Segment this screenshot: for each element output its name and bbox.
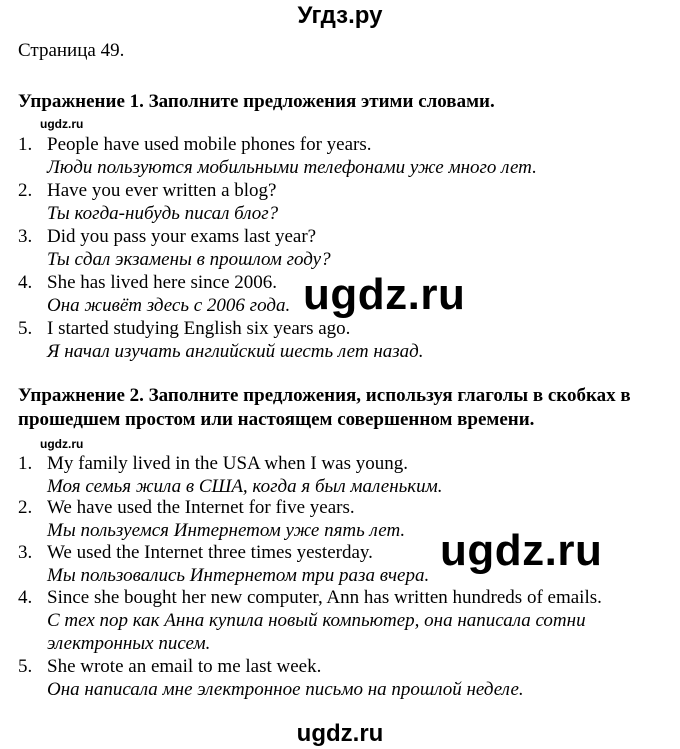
watermark-large-2: ugdz.ru [440, 526, 603, 575]
item-number: 2. [18, 497, 33, 518]
english-sentence: I started studying English six years ago. [47, 318, 351, 339]
exercise2-heading-line2: прошедшем простом или настоящем совершенном времени. [18, 409, 535, 430]
russian-translation: Ты сдал экзамены в прошлом году? [47, 249, 331, 270]
russian-translation: Ты когда-нибудь писал блог? [47, 203, 279, 224]
item-number: 3. [18, 226, 33, 247]
item-number: 4. [18, 587, 33, 608]
item-number: 1. [18, 453, 33, 474]
site-title: Угдз.ру [297, 2, 383, 29]
exercise2-heading-line1: Упражнение 2. Заполните предложения, используя глаголы в скобках в [18, 385, 631, 406]
english-sentence: We have used the Internet for five years. [47, 497, 355, 518]
item-number: 5. [18, 656, 33, 677]
item-number: 1. [18, 134, 33, 155]
english-sentence: People have used mobile phones for years. [47, 134, 372, 155]
russian-translation: Я начал изучать английский шесть лет назад. [47, 341, 424, 362]
item-number: 2. [18, 180, 33, 201]
russian-translation: Мы пользовались Интернетом три раза вчера. [47, 565, 430, 586]
item-number: 4. [18, 272, 33, 293]
watermark-small-2: ugdz.ru [40, 437, 84, 451]
watermark-small-1: ugdz.ru [40, 117, 84, 131]
russian-translation: С тех пор как Анна купила новый компьютер, она написала сотни электронных писем. [47, 610, 586, 654]
item-number: 5. [18, 318, 33, 339]
site-footer: ugdz.ru [296, 720, 384, 747]
russian-translation: Мы пользуемся Интернетом уже пять лет. [47, 520, 406, 541]
exercise1-heading: Упражнение 1. Заполните предложения этими словами. [18, 91, 495, 112]
item-number: 3. [18, 542, 33, 563]
russian-translation: Люди пользуются мобильными телефонами уже много лет. [47, 157, 537, 178]
english-sentence: Have you ever written a blog? [47, 180, 277, 201]
english-sentence: She has lived here since 2006. [47, 272, 278, 293]
english-sentence: My family lived in the USA when I was young. [47, 453, 408, 474]
english-sentence: Since she bought her new computer, Ann has written hundreds of emails. [47, 587, 602, 608]
russian-translation: Моя семья жила в США, когда я был маленьким. [47, 476, 443, 497]
english-sentence: We used the Internet three times yesterday. [47, 542, 373, 563]
watermark-large-1: ugdz.ru [303, 270, 466, 319]
russian-translation: Она написала мне электронное письмо на прошлой неделе. [47, 679, 524, 700]
english-sentence: Did you pass your exams last year? [47, 226, 317, 247]
english-sentence: She wrote an email to me last week. [47, 656, 322, 677]
page-label: Страница 49. [18, 40, 125, 61]
russian-translation: Она живёт здесь с 2006 года. [47, 295, 291, 316]
